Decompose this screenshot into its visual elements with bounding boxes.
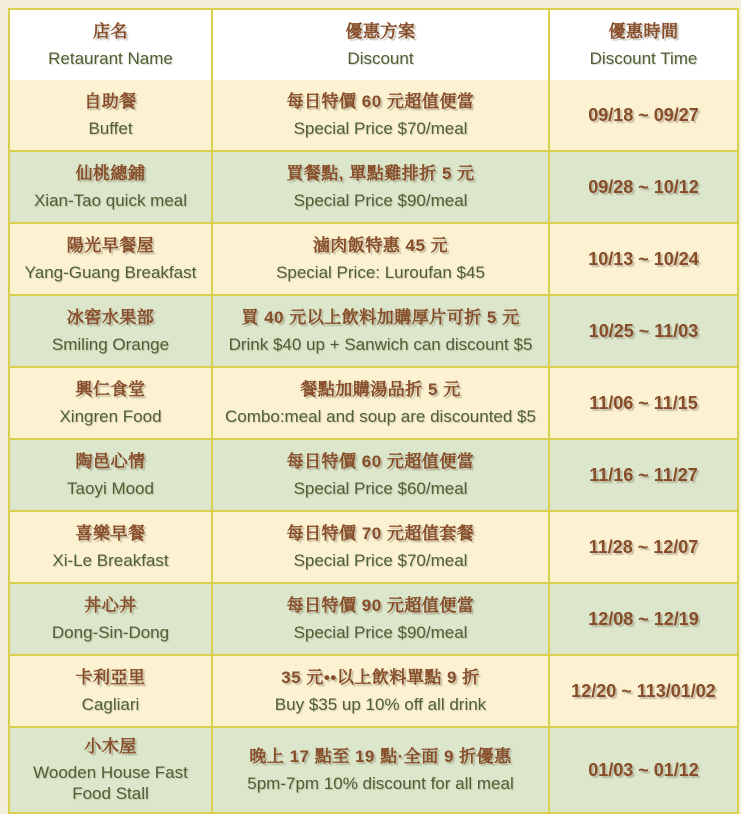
discount-en: Special Price $90/meal [293, 190, 468, 210]
restaurant-name-en: Xi-Le Breakfast [52, 550, 169, 570]
restaurant-name-en: Taoyi Mood [67, 478, 154, 498]
restaurant-name-cell [10, 80, 211, 150]
discount-time-cell [548, 296, 737, 366]
discount-zh: 每日特價 60 元超值便當 [286, 92, 475, 112]
restaurant-discount-table [8, 8, 739, 814]
discount-cell [211, 368, 548, 438]
restaurant-name-en: Cagliari [81, 694, 140, 714]
header-discount [211, 10, 548, 80]
discount-time-value: 09/18 ~ 09/27 [588, 104, 699, 125]
discount-time-value: 09/28 ~ 10/12 [588, 176, 699, 197]
discount-cell [211, 80, 548, 150]
table-row [10, 582, 737, 654]
restaurant-name-en: Xingren Food [59, 406, 162, 426]
table-row [10, 726, 737, 812]
table-row [10, 150, 737, 222]
restaurant-name-en: Wooden House Fast Food Stall [33, 762, 188, 804]
restaurant-name-zh: 興仁食堂 [75, 380, 146, 400]
table-row [10, 80, 737, 150]
discount-time-cell [548, 656, 737, 726]
discount-time-value: 10/25 ~ 11/03 [588, 320, 699, 341]
restaurant-name-zh: 小木屋 [84, 736, 137, 756]
table-body [10, 80, 737, 812]
restaurant-name-cell [10, 224, 211, 294]
discount-zh: 餐點加購湯品折 5 元 [300, 380, 461, 400]
table-row [10, 222, 737, 294]
restaurant-name-en: Buffet [88, 118, 133, 138]
table-row [10, 294, 737, 366]
discount-zh: 每日特價 90 元超值便當 [286, 596, 475, 616]
table-row [10, 510, 737, 582]
discount-en: Special Price $60/meal [293, 478, 468, 498]
header-discount-time-en: Discount Time [589, 48, 698, 68]
discount-time-cell [548, 728, 737, 812]
discount-zh: 滷肉飯特惠 45 元 [312, 236, 449, 256]
header-discount-zh: 優惠方案 [345, 22, 416, 42]
header-restaurant-name-zh: 店名 [93, 22, 128, 42]
discount-time-cell [548, 440, 737, 510]
table-header-row [10, 10, 737, 80]
discount-time-cell [548, 224, 737, 294]
restaurant-name-cell [10, 728, 211, 812]
header-discount-time-zh: 優惠時間 [608, 22, 679, 42]
discount-time-cell [548, 512, 737, 582]
restaurant-name-en: Smiling Orange [51, 334, 170, 354]
restaurant-name-cell [10, 656, 211, 726]
discount-cell [211, 440, 548, 510]
discount-zh: 每日特價 60 元超值便當 [286, 452, 475, 472]
restaurant-name-zh: 自助餐 [84, 92, 137, 112]
discount-en: Combo:meal and soup are discounted $5 [225, 406, 536, 426]
discount-time-value: 12/20 ~ 113/01/02 [571, 680, 716, 701]
discount-cell [211, 296, 548, 366]
discount-zh: 晚上 17 點至 19 點·全面 9 折優惠 [249, 747, 512, 767]
discount-cell [211, 656, 548, 726]
restaurant-name-cell [10, 440, 211, 510]
discount-time-value: 12/08 ~ 12/19 [588, 608, 699, 629]
discount-time-cell [548, 80, 737, 150]
discount-cell [211, 224, 548, 294]
restaurant-name-zh: 喜樂早餐 [75, 524, 146, 544]
discount-en: Special Price $70/meal [293, 550, 468, 570]
discount-time-value: 11/28 ~ 12/07 [588, 536, 699, 557]
header-discount-en: Discount [347, 48, 414, 68]
restaurant-name-cell [10, 584, 211, 654]
restaurant-name-cell [10, 152, 211, 222]
restaurant-name-zh: 卡利亞里 [75, 668, 146, 688]
restaurant-name-cell [10, 512, 211, 582]
restaurant-name-en: Dong-Sin-Dong [51, 622, 170, 642]
restaurant-name-zh: 仙桃總鋪 [75, 164, 146, 184]
discount-cell [211, 512, 548, 582]
table-row [10, 438, 737, 510]
restaurant-name-cell [10, 296, 211, 366]
restaurant-name-zh: 冰窖水果部 [66, 308, 155, 328]
discount-time-cell [548, 152, 737, 222]
discount-cell [211, 728, 548, 812]
table-row [10, 654, 737, 726]
discount-en: Special Price $70/meal [293, 118, 468, 138]
discount-zh: 買 40 元以上飲料加購厚片可折 5 元 [241, 308, 520, 328]
discount-time-value: 11/16 ~ 11/27 [589, 464, 698, 485]
discount-cell [211, 152, 548, 222]
discount-time-value: 11/06 ~ 11/15 [589, 392, 698, 413]
discount-time-cell [548, 584, 737, 654]
restaurant-name-cell [10, 368, 211, 438]
discount-time-value: 10/13 ~ 10/24 [588, 248, 699, 269]
discount-zh: 買餐點, 單點雞排折 5 元 [286, 164, 475, 184]
table-row [10, 366, 737, 438]
discount-cell [211, 584, 548, 654]
discount-time-cell [548, 368, 737, 438]
discount-zh: 每日特價 70 元超值套餐 [286, 524, 475, 544]
discount-en: Special Price $90/meal [293, 622, 468, 642]
discount-en: Drink $40 up + Sanwich can discount $5 [228, 334, 533, 354]
restaurant-name-zh: 陶邑心情 [75, 452, 146, 472]
discount-en: 5pm-7pm 10% discount for all meal [247, 773, 514, 793]
discount-time-value: 01/03 ~ 01/12 [588, 759, 699, 780]
header-discount-time [548, 10, 737, 80]
restaurant-name-en: Xian-Tao quick meal [33, 190, 188, 210]
header-restaurant-name [10, 10, 211, 80]
restaurant-name-zh: 丼心丼 [84, 596, 137, 616]
discount-en: Buy $35 up 10% off all drink [274, 694, 487, 714]
restaurant-name-en: Yang-Guang Breakfast [24, 262, 197, 282]
header-restaurant-name-en: Retaurant Name [48, 48, 173, 68]
discount-zh: 35 元••以上飲料單點 9 折 [281, 668, 480, 688]
restaurant-name-zh: 陽光早餐屋 [66, 236, 155, 256]
discount-en: Special Price: Luroufan $45 [276, 262, 485, 282]
